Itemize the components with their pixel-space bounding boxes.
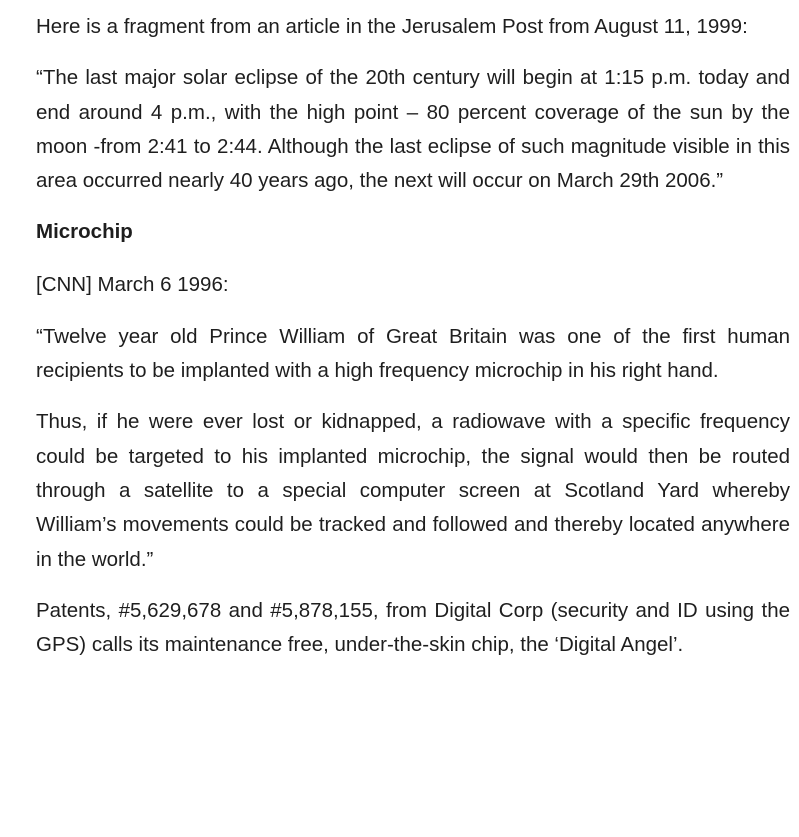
article-body [36,10,790,679]
eclipse-quote-paragraph: “The last major solar eclipse of the 20th century will begin at 1:15 p.m. today and end around 4 p.m., with the high point – 80 percent coverage of the sun by the moon -from 2:41 to 2:44. Although the last eclipse of such magnitude visible in this area occurred nearly 40 years ago, the next will occur on March 29th 2006.” [36,66,790,193]
cnn-dateline: [CNN] March 6 1996: [36,273,229,297]
section-heading: Microchip [36,220,133,244]
patents-paragraph: Patents, #5,629,678 and #5,878,155, from Digital Corp (security and ID using the GPS) calls its maintenance free, under-the-skin chip, the ‘Digital Angel’. [36,598,790,657]
william-quote-paragraph: “Twelve year old Prince William of Great Britain was one of the first human recipients to be implanted with a high frequency microchip in his right hand. [36,324,790,383]
intro-paragraph: Here is a fragment from an article in the Jerusalem Post from August 11, 1999: [36,15,748,38]
radiowave-paragraph: Thus, if he were ever lost or kidnapped, a radiowave with a specific frequency could be targeted to his implanted microchip, the signal would then be routed through a satellite to a special computer screen at Scotland Yard whereby William’s movements could be tracked and followed and thereby located anywhere in the world.” [36,410,790,571]
